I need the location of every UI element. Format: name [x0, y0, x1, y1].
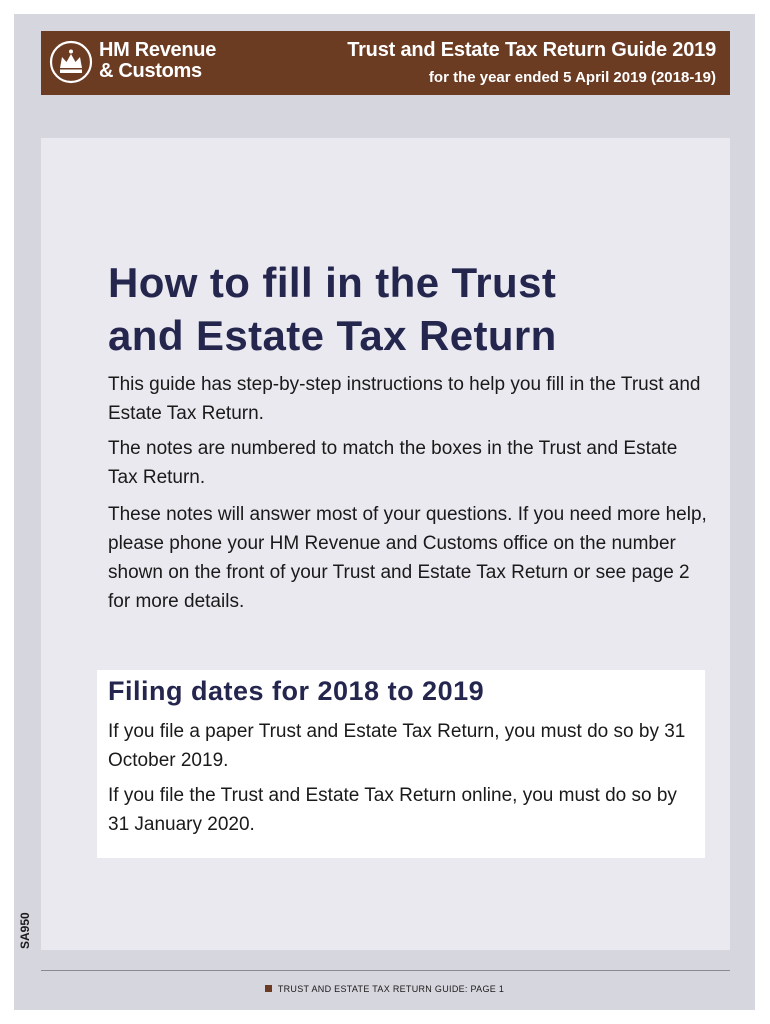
intro-text — [108, 370, 708, 622]
content-panel — [41, 138, 730, 950]
hmrc-header-banner — [41, 31, 730, 95]
footer-square-icon — [265, 985, 272, 992]
page-title-line2: and Estate Tax Return — [108, 312, 557, 359]
form-code: SA950 — [18, 912, 32, 949]
page-title — [108, 256, 557, 362]
page-title-line1: How to fill in the Trust — [108, 259, 557, 306]
filing-online-deadline: If you file the Trust and Estate Tax Return online, you must do so by 31 January 2020. — [108, 785, 677, 835]
hmrc-logo-text — [99, 40, 216, 82]
document-page — [14, 14, 755, 1010]
org-name-line1: HM Revenue — [99, 39, 217, 61]
footer-text: TRUST AND ESTATE TAX RETURN GUIDE: PAGE 1 — [277, 984, 505, 994]
intro-paragraph: The notes are numbered to match the boxes in the Trust and Estate Tax Return. — [108, 438, 678, 488]
guide-subtitle: for the year ended 5 April 2019 (2018-19) — [428, 69, 716, 86]
filing-dates-box — [97, 670, 705, 858]
filing-paper-deadline: If you file a paper Trust and Estate Tax Return, you must do so by 31 October 2019. — [108, 721, 686, 771]
intro-paragraph: These notes will answer most of your questions. If you need more help, please phone your HM Revenue and Customs office on the number shown on the front of your Trust and Estate Tax Return or see page 2 for more details. — [108, 504, 707, 612]
filing-dates-heading: Filing dates for 2018 to 2019 — [108, 676, 485, 706]
guide-title: Trust and Estate Tax Return Guide 2019 — [347, 39, 716, 61]
filing-dates-body — [108, 717, 698, 845]
footer-divider — [41, 970, 730, 971]
royal-crown-icon — [49, 40, 93, 84]
page-footer — [14, 984, 755, 994]
org-name-line2: & Customs — [99, 60, 202, 82]
intro-paragraph: This guide has step-by-step instructions to help you fill in the Trust and Estate Tax Return. — [108, 374, 701, 424]
